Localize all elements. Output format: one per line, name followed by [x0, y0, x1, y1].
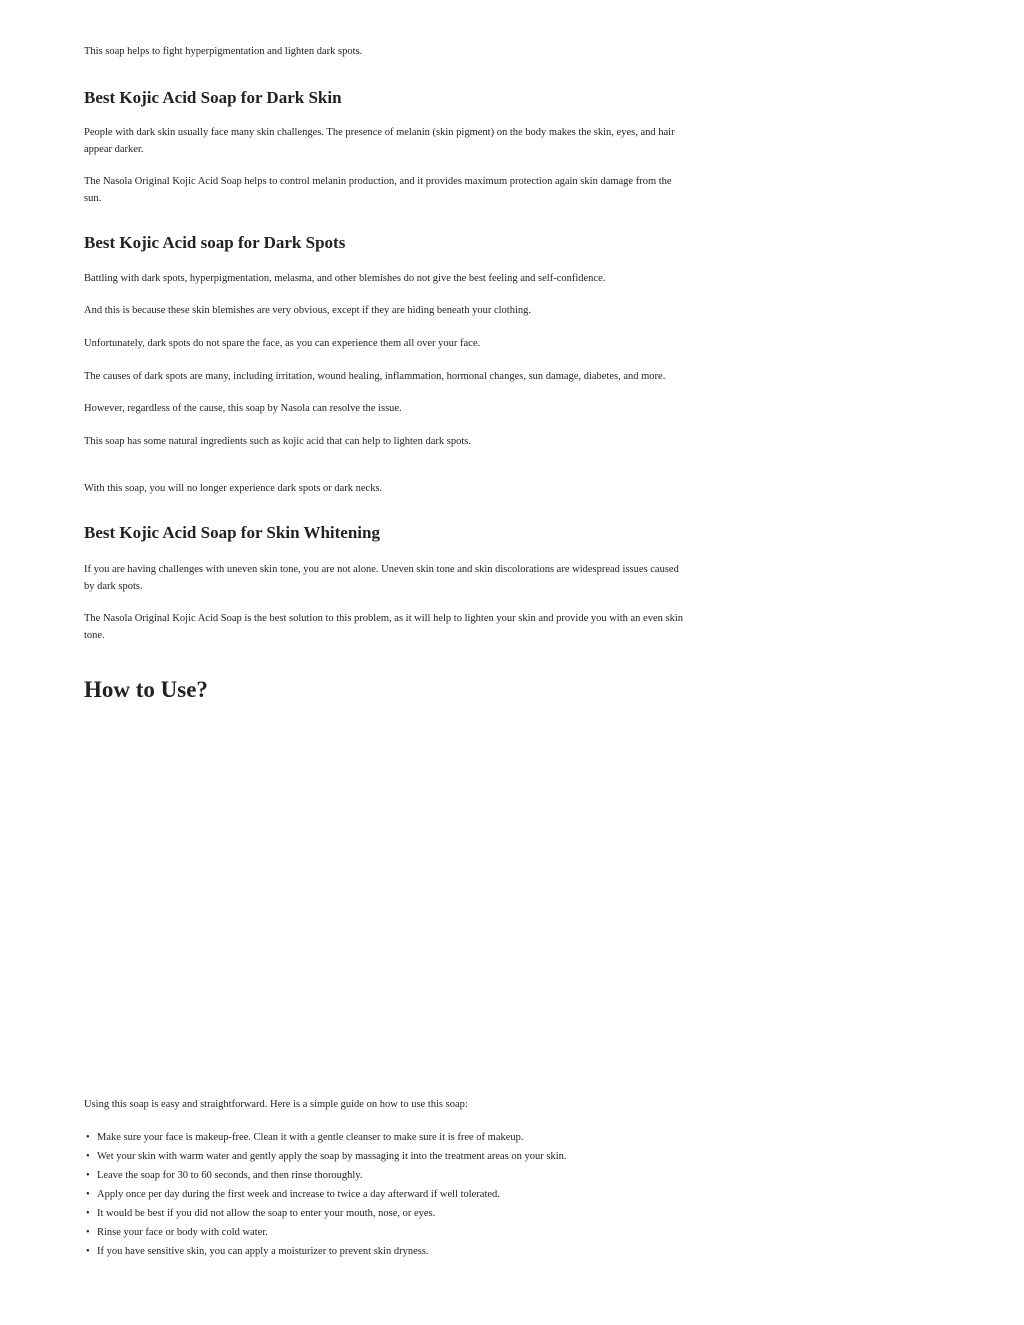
- list-item-text: Apply once per day during the first week and increase to twice a day afterward if well tolerated.: [97, 1189, 500, 1200]
- list-item: [84, 1185, 684, 1204]
- list-item-text: If you have sensitive skin, you can apply a moisturizer to prevent skin dryness.: [97, 1246, 429, 1257]
- list-item-text: Rinse your face or body with cold water.: [97, 1227, 268, 1238]
- list-item-text: Make sure your face is makeup-free. Clean it with a gentle cleanser to make sure it is free of makeup.: [97, 1132, 524, 1143]
- how-to-use-intro: Using this soap is easy and straightforward. Here is a simple guide on how to use this soap:: [84, 1099, 468, 1110]
- bullet-icon: •: [86, 1227, 90, 1238]
- paragraph: The Nasola Original Kojic Acid Soap is the best solution to this problem, as it will help to lighten your skin and provide you with an even skin tone.: [84, 613, 684, 641]
- bullet-icon: •: [86, 1189, 90, 1200]
- paragraph: The causes of dark spots are many, including irritation, wound healing, inflammation, hormonal changes, sun damage, diabetes, and more.: [84, 371, 666, 382]
- bullet-icon: •: [86, 1170, 90, 1181]
- paragraph: Battling with dark spots, hyperpigmentation, melasma, and other blemishes do not give the best feeling and self-confidence.: [84, 273, 606, 284]
- heading-how-to-use: How to Use?: [84, 677, 208, 702]
- paragraph: People with dark skin usually face many skin challenges. The presence of melanin (skin pigment) on the body makes the skin, eyes, and hair appear darker.: [84, 127, 675, 155]
- paragraph: The Nasola Original Kojic Acid Soap helps to control melanin production, and it provides maximum protection again skin damage from the sun.: [84, 176, 672, 204]
- list-item-text: Wet your skin with warm water and gently apply the soap by massaging it into the treatment areas on your skin.: [97, 1151, 567, 1162]
- paragraph: If you are having challenges with uneven skin tone, you are not alone. Uneven skin tone and skin discolorations are widespread issues caused by dark spots.: [84, 564, 679, 592]
- list-item-text: It would be best if you did not allow the soap to enter your mouth, nose, or eyes.: [97, 1208, 436, 1219]
- usage-steps-list: [84, 1128, 684, 1261]
- intro-paragraph: This soap helps to fight hyperpigmentation and lighten dark spots.: [84, 46, 363, 57]
- paragraph: Unfortunately, dark spots do not spare the face, as you can experience them all over your face.: [84, 338, 481, 349]
- heading-skin-whitening: Best Kojic Acid Soap for Skin Whitening: [84, 523, 380, 542]
- bullet-icon: •: [86, 1208, 90, 1219]
- paragraph: And this is because these skin blemishes are very obvious, except if they are hiding beneath your clothing.: [84, 305, 532, 316]
- paragraph: With this soap, you will no longer experience dark spots or dark necks.: [84, 483, 383, 494]
- bullet-icon: •: [86, 1132, 90, 1143]
- article-content: [84, 0, 684, 1281]
- list-item: [84, 1223, 684, 1242]
- heading-dark-skin: Best Kojic Acid Soap for Dark Skin: [84, 88, 342, 107]
- paragraph: However, regardless of the cause, this soap by Nasola can resolve the issue.: [84, 403, 402, 414]
- list-item: [84, 1242, 684, 1261]
- list-item: [84, 1166, 684, 1185]
- paragraph: This soap has some natural ingredients such as kojic acid that can help to lighten dark spots.: [84, 436, 471, 447]
- bullet-icon: •: [86, 1246, 90, 1257]
- heading-dark-spots: Best Kojic Acid soap for Dark Spots: [84, 233, 346, 252]
- list-item: [84, 1147, 684, 1166]
- embedded-media-area: [84, 704, 684, 1096]
- bullet-icon: •: [86, 1151, 90, 1162]
- list-item-text: Leave the soap for 30 to 60 seconds, and then rinse thoroughly.: [97, 1170, 363, 1181]
- list-item: [84, 1128, 684, 1147]
- list-item: [84, 1204, 684, 1223]
